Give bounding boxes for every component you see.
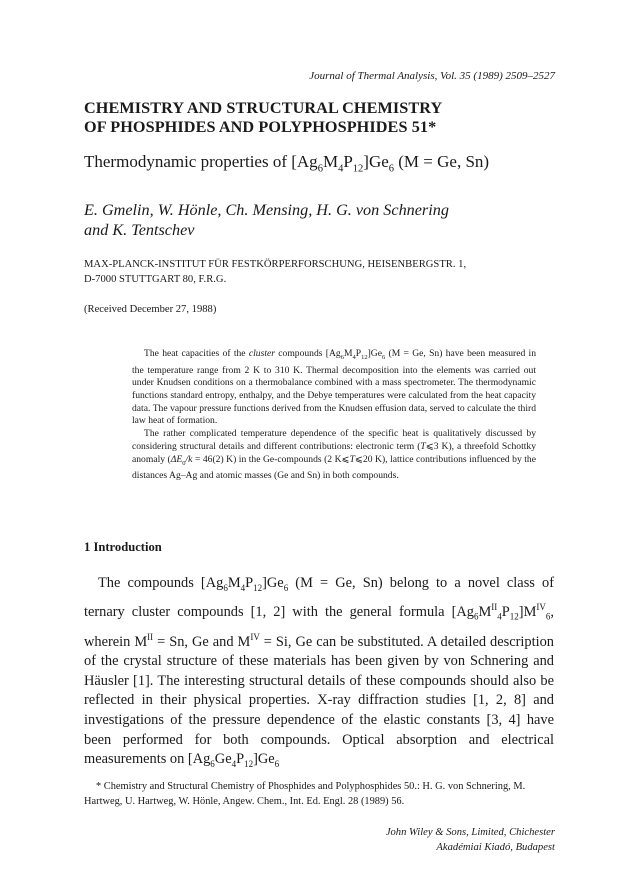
abstract-paragraph-1: The heat capacities of the cluster compounds $[Ag_6M_4P_{12}]Ge_6$ (M = Ge, Sn) have been measured in the temperature range from 2 K to 310 K. Thermal decomposition into the elements was carried out under Knudsen conditions on a thermobalance combined with a mass spectrometer. The thermodynamic functions standard entropy, enthalpy, and the Debye temperatures were calculated from the heat capacity data. The vapour pressure functions derived from the Knudsen effusion data, served to calculate the third law heat of formation. [132, 348, 537, 427]
body-text [84, 574, 554, 775]
title-line-2: OF PHOSPHIDES AND POLYPHOSPHIDES 51* [84, 118, 437, 136]
publisher-line-1: John Wiley & Sons, Limited, Chichester [385, 827, 555, 838]
affiliation [84, 257, 466, 287]
affiliation-line-2: D-7000 STUTTGART 80, F.R.G. [84, 274, 227, 285]
publisher-line-2: Akadémiai Kiadó, Budapest [436, 842, 555, 853]
authors-line-1: E. Gmelin, W. Hönle, Ch. Mensing, H. G. von Schnering [84, 201, 449, 219]
publisher-info [386, 825, 555, 855]
abstract-paragraph-2: The rather complicated temperature dependence of the specific heat is qualitatively discussed by considering structural details and different contributions: electronic term (T⩽3 K), a threefold Schottky anomaly ($\Delta E_0/k = 46(2)$ K) in the Ge-compounds (2 K⩽T⩽20 K), lattice contributions influenced by the distances Ag–Ag and atomic masses (Ge and Sn) in both compounds. [132, 428, 536, 482]
footnote-text: * Chemistry and Structural Chemistry of Phosphides and Polyphosphides 50.: H. G. von Schnering, M. Hartweg, U. Hartweg, W. Hönle, Angew. Chem., Int. Ed. Engl. 28 (1989) 56. [84, 781, 526, 807]
authors-line-2: and K. Tentschev [84, 221, 195, 239]
title-line-1: CHEMISTRY AND STRUCTURAL CHEMISTRY [84, 99, 443, 117]
abstract [132, 348, 536, 483]
paper-title [84, 99, 442, 137]
intro-paragraph: The compounds $[Ag_6M_4P_{12}]Ge_6$ (M = Ge, Sn) belong to a novel class of ternary cluster compounds [1, 2] with the general formula $[Ag_6M^{II}_4P_{12}]M^{IV}_6$, wherein $M^{II} = Sn$, Ge and $M^{IV} = Si$, Ge can be substituted. A detailed description of the crystal structure of these materials has been given by von Schnering and Häusler [1]. The interesting structural details of these compounds should also be reflected in their physical properties. X-ray diffraction studies [1, 2, 8] and investigations of the pressure dependence of the elastic constants [3, 4] have been performed for both compounds. Optical absorption and electrical measurements on $[Ag_6Ge_4P_{12}]Ge_6$ [84, 575, 554, 769]
section-heading: 1 Introduction [84, 540, 162, 554]
paper-subtitle: Thermodynamic properties of $[Ag_6M_4P_{12}]Ge_6$ (M = Ge, Sn) [84, 152, 490, 175]
affiliation-line-1: MAX-PLANCK-INSTITUT FÜR FESTKÖRPERFORSCHUNG, HEISENBERGSTR. 1, [84, 259, 467, 270]
received-date: (Received December 27, 1988) [84, 304, 217, 315]
footnote [84, 779, 554, 809]
author-list [84, 200, 449, 240]
journal-citation: Journal of Thermal Analysis, Vol. 35 (1989) 2509–2527 [309, 70, 555, 82]
